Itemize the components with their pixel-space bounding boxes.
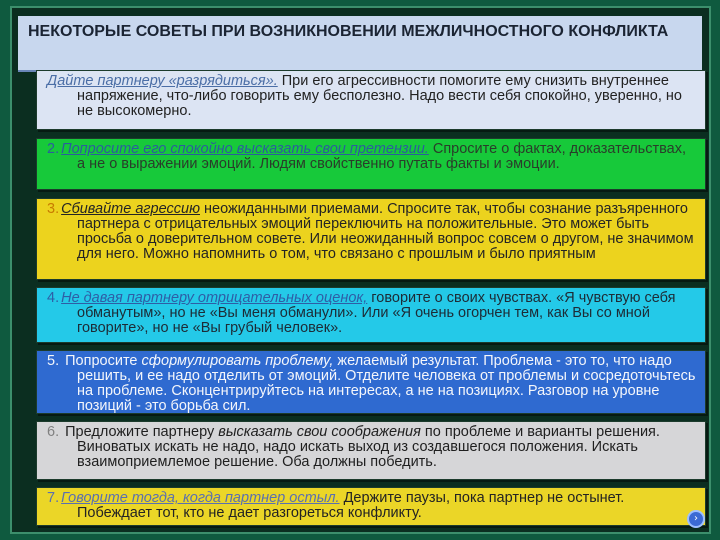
page-title: НЕКОТОРЫЕ СОВЕТЫ ПРИ ВОЗНИКНОВЕНИИ МЕЖЛИЧНОСТНОГО КОНФЛИКТА	[18, 16, 702, 72]
tip-number: 2.	[47, 141, 60, 157]
tip-lead: Сбивайте агрессию	[61, 201, 200, 217]
tip-number: 7.	[47, 490, 60, 506]
tip-body: желаемый результат. Проблема - это то, что надо решить, и ее надо отделить от эмоций. Отделите человека от проблемы и сосредоточьтесь на проблеме. Сконцентрируйтесь на интересах, а не на позициях. Разговор на уровне позиций - это борьба сил.	[77, 353, 696, 414]
tip-body: Держите паузы, пока партнер не остынет. Побеждает тот, кто не дает разгореться конфликту.	[77, 490, 625, 521]
tip-card-3	[36, 198, 706, 280]
tip-body: по проблеме и варианты решения. Виноватых искать не надо, надо искать выход из создавшегося положения. Искать взаимоприемлемое решение. Оба должны победить.	[77, 424, 660, 470]
tip-card-6	[36, 421, 706, 480]
tip-lead: высказать свои соображения	[218, 424, 421, 440]
tip-text	[47, 425, 697, 470]
tip-card-4	[36, 287, 706, 343]
tip-body: говорите о своих чувствах. «Я чувствую себя обманутым», но не «Вы меня обманули». Или «Я очень огорчен тем, как Вы со мной говорите», но не «Вы грубый человек».	[77, 290, 676, 336]
slide	[10, 6, 711, 534]
tip-number: 6.	[47, 424, 60, 440]
tip-pre: Предложите партнеру	[61, 424, 219, 440]
tip-lead: Дайте партнеру «разрядиться».	[47, 73, 278, 89]
tip-lead: сформулировать проблему,	[141, 353, 334, 369]
tip-lead: Попросите его спокойно высказать свои претензии.	[61, 141, 429, 157]
tip-card-5	[36, 350, 706, 414]
tip-number: 5.	[47, 353, 60, 369]
tip-lead: Говорите тогда, когда партнер остыл.	[61, 490, 340, 506]
tip-text	[47, 291, 697, 336]
tip-pre: Попросите	[61, 353, 142, 369]
tip-card-2	[36, 138, 706, 190]
tip-body: Спросите о фактах, доказательствах, а не о выражении эмоций. Людям свойственно путать факты и эмоции.	[77, 141, 687, 172]
slide-nav-icon[interactable]: ›	[687, 510, 705, 528]
tip-text	[47, 142, 697, 172]
tip-card-1	[36, 70, 706, 130]
tip-text	[47, 202, 697, 262]
tip-body: неожиданными приемами. Спросите так, чтобы сознание разъяренного партнера с отрицательных эмоций переключить на положительные. Это может быть просьба о доверительном совете. Или неожиданный вопрос совсем о другом, не значимом для него. Можно напомнить о том, что связано с прошлым и было приятным	[77, 201, 694, 262]
tip-card-7	[36, 487, 706, 526]
tip-text	[47, 74, 697, 119]
tip-number: 4.	[47, 290, 60, 306]
tip-body: При его агрессивности помогите ему снизить внутреннее напряжение, что-либо говорить ему бесполезно. Надо вести себя спокойно, уверенно, но не высокомерно.	[77, 73, 682, 119]
tip-text	[47, 491, 697, 521]
tip-number: 3.	[47, 201, 60, 217]
tip-lead: Не давая партнеру отрицательных оценок,	[61, 290, 368, 306]
tip-text	[47, 354, 697, 414]
